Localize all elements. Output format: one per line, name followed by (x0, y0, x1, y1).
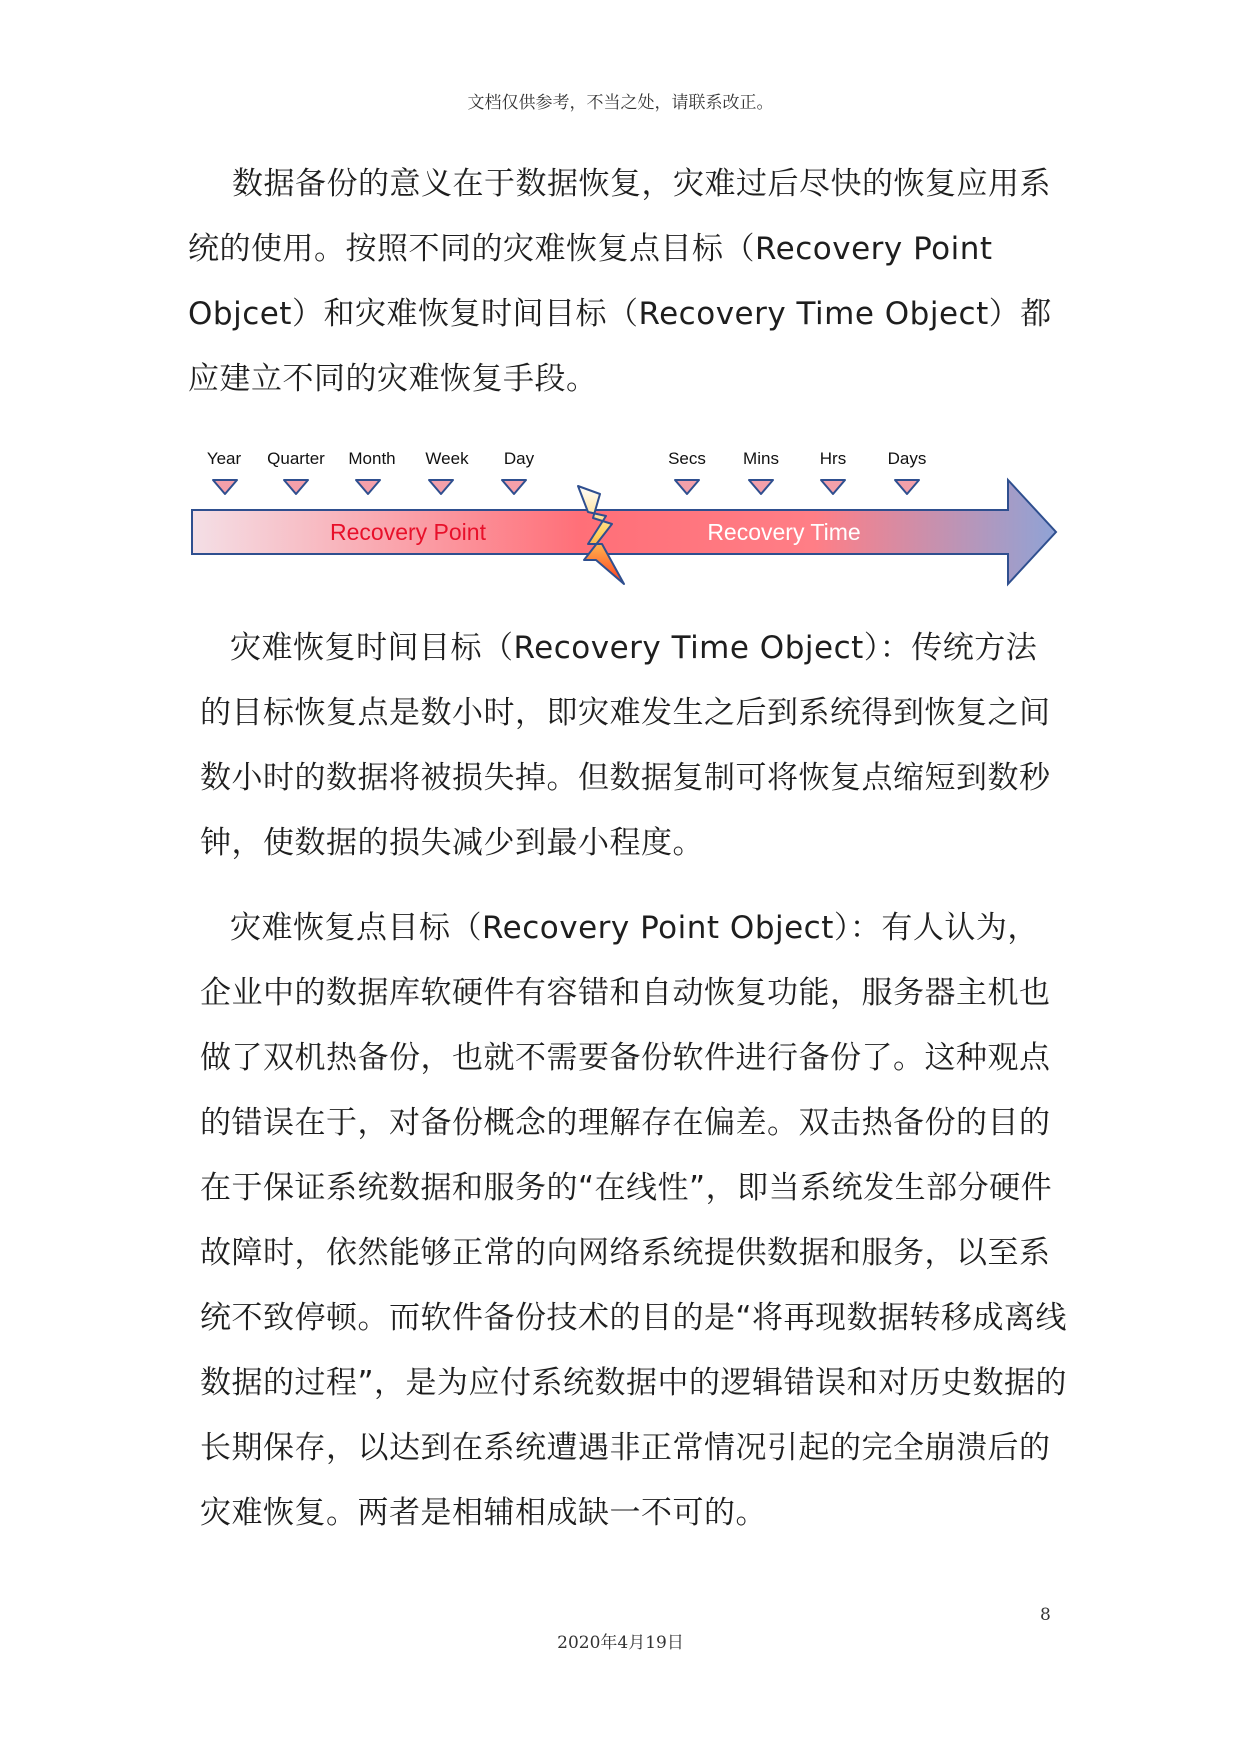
timeline-label-month: Month (348, 449, 396, 468)
recovery-time-label: Recovery Time (707, 519, 861, 545)
timeline-label-hrs: Hrs (819, 449, 847, 468)
paragraph-rto: 灾难恢复时间目标（Recovery Time Object）：传统方法的目标恢复点是数小时，即灾难发生之后到系统得到恢复之间数小时的数据将被损失掉。但数据复制可将恢复点缩短到数秒钟，使数据的损失减少到最小程度。 (200, 630, 1051, 861)
page-footer-date: 2020年4月19日 (557, 1633, 684, 1653)
recovery-timeline-diagram (186, 438, 1066, 598)
timeline-label-quarter: Quarter (267, 449, 325, 468)
paragraph-rpo: 灾难恢复点目标（Recovery Point Object）：有人认为，企业中的数据库软硬件有容错和自动恢复功能，服务器主机也做了双机热备份，也就不需要备份软件进行备份了。这种观点的错误在于，对备份概念的理解存在偏差。双击热备份的目的在于保证系统数据和服务的“在线性”，即当系统发生部分硬件故障时，依然能够正常的向网络系统提供数据和服务，以至系统不致停顿。而软件备份技术的目的是“将再现数据转移成离线数据的过程”，是为应付系统数据中的逻辑错误和对历史数据的长期保存，以达到在系统遭遇非正常情况引起的完全崩溃后的灾难恢复。两者是相辅相成缺一不可的。 (200, 910, 1068, 1531)
timeline-marker-mins (749, 480, 773, 494)
timeline-arrow (192, 480, 1056, 584)
timeline-label-secs: Secs (668, 449, 706, 468)
timeline-marker-year (213, 480, 237, 494)
timeline-marker-days (895, 480, 919, 494)
paragraph-intro: 数据备份的意义在于数据恢复，灾难过后尽快的恢复应用系统的使用。按照不同的灾难恢复点目标（Recovery Point Objcet）和灾难恢复时间目标（Recovery Time Object）都应建立不同的灾难恢复手段。 (188, 166, 1052, 397)
timeline-marker-day (502, 480, 526, 494)
page-header: 文档仅供参考，不当之处，请联系改正。 (467, 93, 774, 113)
timeline-label-days: Days (887, 449, 927, 468)
timeline-label-week: Week (425, 449, 469, 468)
timeline-marker-month (356, 480, 380, 494)
timeline-label-year: Year (206, 449, 242, 468)
timeline-svg (186, 438, 1066, 598)
recovery-point-label: Recovery Point (330, 519, 486, 545)
page-number: 8 (1040, 1605, 1051, 1625)
timeline-marker-week (429, 480, 453, 494)
timeline-marker-secs (675, 480, 699, 494)
timeline-marker-quarter (284, 480, 308, 494)
timeline-marker-hrs (821, 480, 845, 494)
timeline-label-day: Day (503, 449, 535, 468)
timeline-label-mins: Mins (743, 449, 779, 468)
